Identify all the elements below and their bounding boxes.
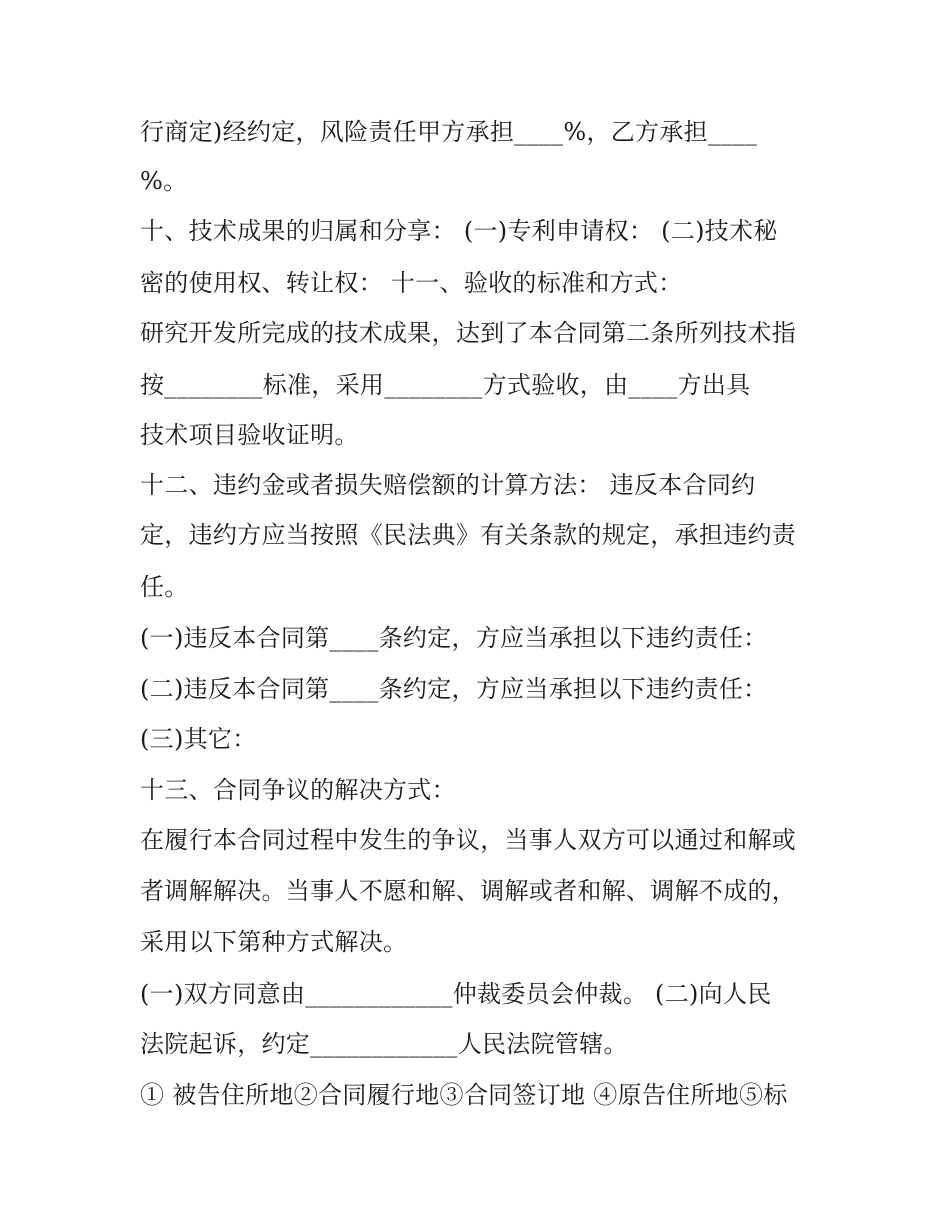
text-line-9: 定，违约方应当按照《民法典》有关条款的规定，承担违约责 [140, 521, 797, 549]
text-line-13: (三)其它： [140, 725, 257, 753]
text-line-4: 密的使用权、转让权： 十一、验收的标准和方式： [140, 269, 683, 297]
text-line-16: 者调解解决。当事人不愿和解、调解或者和解、调解不成的， [140, 877, 797, 905]
text-line-10: 任。 [140, 573, 189, 601]
text-line-14: 十三、合同争议的解决方式： [140, 776, 456, 804]
text-line-20: ① 被告住所地②合同履行地③合同签订地 ④原告住所地⑤标 [140, 1081, 788, 1109]
text-line-8: 十二、违约金或者损失赔偿额的计算方法： 违反本合同约 [140, 471, 756, 499]
text-line-17: 采用以下第种方式解决。 [140, 928, 408, 956]
text-line-12: (二)违反本合同第____条约定，方应当承担以下违约责任： [140, 675, 768, 703]
text-line-19: 法院起诉，约定____________人民法院管辖。 [140, 1030, 628, 1058]
text-line-18: (一)双方同意由____________仲裁委员会仲裁。 (二)向人民 [140, 980, 772, 1008]
text-line-2: %。 [140, 167, 188, 195]
text-line-7: 技术项目验收证明。 [140, 421, 359, 449]
text-line-15: 在履行本合同过程中发生的争议，当事人双方可以通过和解或 [140, 826, 797, 854]
text-line-5: 研究开发所完成的技术成果，达到了本合同第二条所列技术指 [140, 319, 797, 347]
text-line-6: 按________标准，采用________方式验收，由____方出具 [140, 371, 751, 399]
text-line-1: 行商定)经约定，风险责任甲方承担____%，乙方承担____ [140, 118, 758, 146]
text-line-11: (一)违反本合同第____条约定，方应当承担以下违约责任： [140, 624, 768, 652]
text-line-3: 十、技术成果的归属和分享： (一)专利申请权： (二)技术秘 [140, 217, 778, 245]
